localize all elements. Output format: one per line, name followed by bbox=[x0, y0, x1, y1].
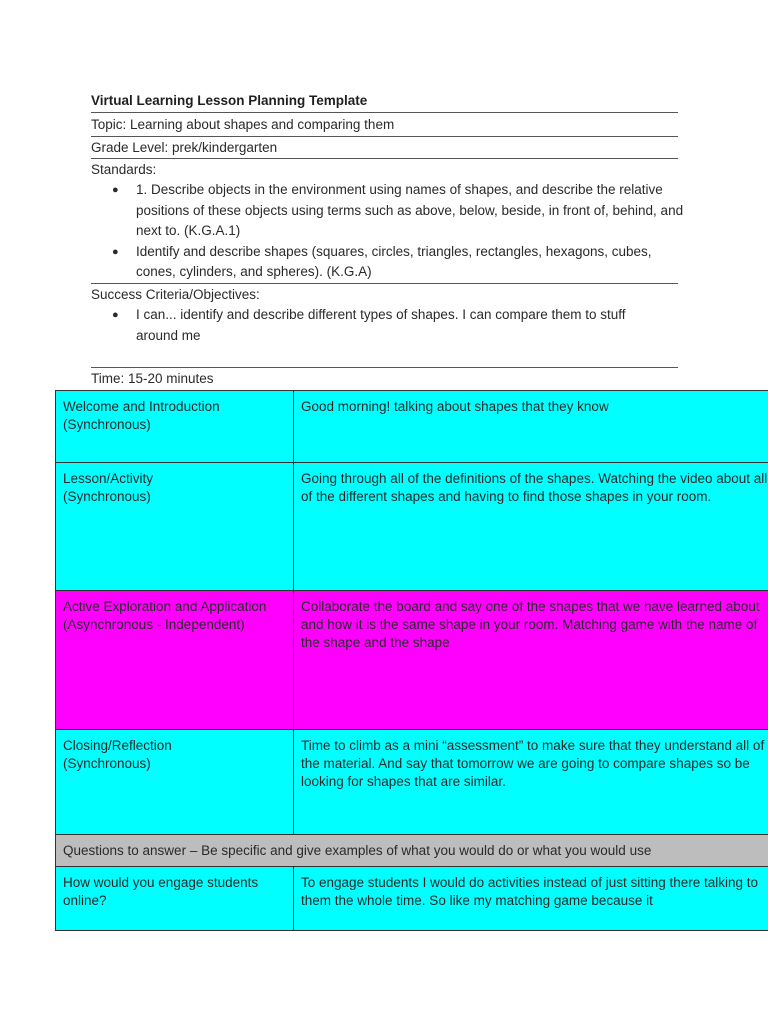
divider bbox=[91, 367, 678, 368]
success-criteria-text: I can... identify and describe different types of shapes. I can compare them to stuff around me bbox=[136, 307, 626, 343]
row-label: Active Exploration and Application (Asynchronous - Independent) bbox=[56, 591, 294, 730]
standards-label: Standards: bbox=[91, 162, 157, 177]
table-row bbox=[56, 867, 768, 931]
table-row bbox=[56, 463, 768, 591]
row-content: Time to climb as a mini “assessment” to make sure that they understand all of the material. And say that tomorrow we are going to compare shapes so be looking for shapes that are similar. bbox=[294, 730, 768, 835]
divider bbox=[91, 112, 678, 113]
document-title: Virtual Learning Lesson Planning Template bbox=[91, 93, 368, 108]
table-row bbox=[56, 391, 768, 463]
time-line: Time: 15-20 minutes bbox=[91, 371, 214, 386]
standard-text: Identify and describe shapes (squares, circles, triangles, rectangles, hexagons, cubes, cones, cylinders, and spheres). (K.G.A) bbox=[136, 243, 652, 279]
standard-text: 1. Describe objects in the environment using names of shapes, and describe the relative positions of these objects using terms such as above, below, beside, in front of, behind, and next to. (K.G.A.1) bbox=[136, 182, 684, 238]
lesson-plan-table bbox=[55, 390, 768, 931]
questions-header-row bbox=[56, 835, 768, 867]
question-label: How would you engage students online? bbox=[56, 867, 294, 931]
divider bbox=[91, 158, 678, 159]
table-row bbox=[56, 591, 768, 730]
question-answer: To engage students I would do activities instead of just sitting there talking to them the whole time. So like my matching game because it bbox=[294, 867, 768, 931]
standards-list bbox=[91, 180, 691, 283]
questions-header: Questions to answer – Be specific and give examples of what you would do or what you would use bbox=[56, 835, 768, 867]
success-criteria-label: Success Criteria/Objectives: bbox=[91, 287, 260, 302]
table-row bbox=[56, 730, 768, 835]
bullet-icon: ● bbox=[112, 309, 119, 321]
row-content: Good morning! talking about shapes that they know bbox=[294, 391, 768, 463]
row-label: Welcome and Introduction (Synchronous) bbox=[56, 391, 294, 463]
row-content: Going through all of the definitions of the shapes. Watching the video about all of the different shapes and having to find those shapes in your room. bbox=[294, 463, 768, 591]
success-criteria-list bbox=[91, 305, 671, 346]
row-label: Lesson/Activity (Synchronous) bbox=[56, 463, 294, 591]
row-label: Closing/Reflection (Synchronous) bbox=[56, 730, 294, 835]
row-content: Collaborate the board and say one of the shapes that we have learned about and how it is the same shape in your room. Matching game with the name of the shape and the shape bbox=[294, 591, 768, 730]
bullet-icon: ● bbox=[112, 245, 119, 258]
divider bbox=[91, 283, 678, 284]
bullet-icon: ● bbox=[112, 184, 119, 196]
grade-level-line: Grade Level: prek/kindergarten bbox=[91, 140, 278, 155]
standard-item bbox=[91, 180, 691, 242]
topic-line: Topic: Learning about shapes and comparing them bbox=[91, 117, 395, 132]
success-criteria-item bbox=[91, 305, 671, 346]
divider bbox=[91, 136, 678, 137]
standard-item bbox=[91, 242, 691, 283]
